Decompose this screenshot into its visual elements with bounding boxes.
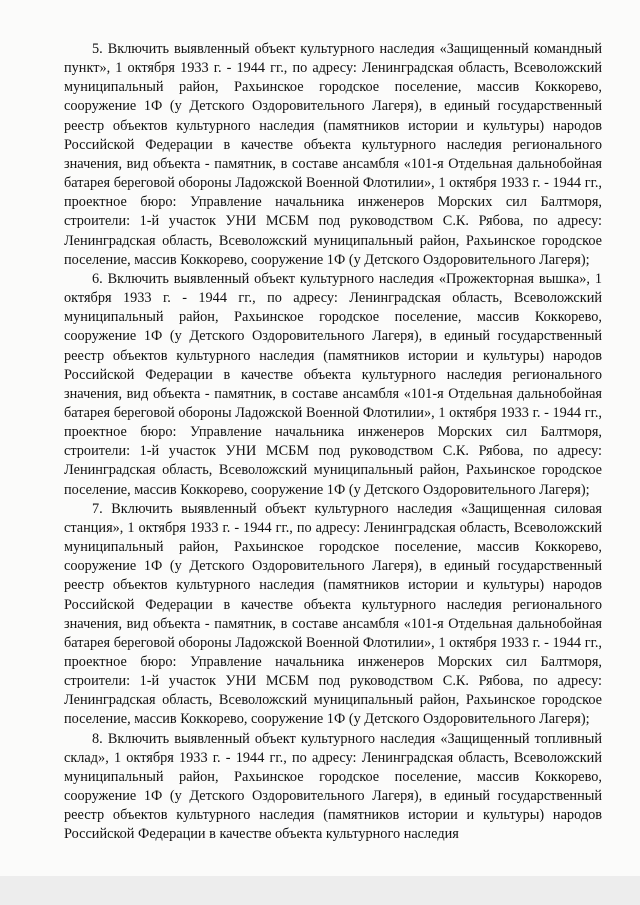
paragraph-item-7: 7. Включить выявленный объект культурного наследия «Защищенная силовая станция», 1 октября 1933 г. - 1944 гг., по адресу: Ленинградская область, Всеволожский муниципальный район, Рахьинское городское поселение, массив Коккорево, сооружение 1Ф (у Детского Оздоровительного Лагеря), в единый государственный реестр объектов культурного наследия (памятников истории и культуры) народов Российской Федерации в качестве объекта культурного наследия регионального значения, вид объекта - памятник, в составе ансамбля «101-я Отдельная дальнобойная батарея береговой обороны Ладожской Военной Флотилии», 1 октября 1933 г. - 1944 гг., проектное бюро: Управление начальника инженеров Морских сил Балтморя, строители: 1-й участок УНИ МСБМ под руководством С.К. Рябова, по адресу: Ленинградская область, Всеволожский муниципальный район, Рахьинское городское поселение, массив Коккорево, сооружение 1Ф (у Детского Оздоровительного Лагеря); bbox=[64, 500, 602, 728]
paragraph-item-5: 5. Включить выявленный объект культурного наследия «Защищенный командный пункт», 1 октября 1933 г. - 1944 гг., по адресу: Ленинградская область, Всеволожский муниципальный район, Рахьинское городское поселение, массив Коккорево, сооружение 1Ф (у Детского Оздоровительного Лагеря), в единый государственный реестр объектов культурного наследия (памятников истории и культуры) народов Российской Федерации в качестве объекта культурного наследия регионального значения, вид объекта - памятник, в составе ансамбля «101-я Отдельная дальнобойная батарея береговой обороны Ладожской Военной Флотилии», 1 октября 1933 г. - 1944 гг., проектное бюро: Управление начальника инженеров Морских сил Балтморя, строители: 1-й участок УНИ МСБМ под руководством С.К. Рябова, по адресу: Ленинградская область, Всеволожский муниципальный район, Рахьинское городское поселение, массив Коккорево, сооружение 1Ф (у Детского Оздоровительного Лагеря); bbox=[64, 41, 602, 268]
document-body bbox=[64, 40, 602, 845]
paragraph-item-6: 6. Включить выявленный объект культурного наследия «Прожекторная вышка», 1 октября 1933 г. - 1944 гг., по адресу: Ленинградская область, Всеволожский муниципальный район, Рахьинское городское поселение, массив Коккорево, сооружение 1Ф (у Детского Оздоровительного Лагеря), в единый государственный реестр объектов культурного наследия (памятников истории и культуры) народов Российской Федерации в качестве объекта культурного наследия регионального значения, вид объекта - памятник, в составе ансамбля «101-я Отдельная дальнобойная батарея береговой обороны Ладожской Военной Флотилии», 1 октября 1933 г. - 1944 гг., проектное бюро: Управление начальника инженеров Морских сил Балтморя, строители: 1-й участок УНИ МСБМ под руководством С.К. Рябова, по адресу: Ленинградская область, Всеволожский муниципальный район, Рахьинское городское поселение, массив Коккорево, сооружение 1Ф (у Детского Оздоровительного Лагеря); bbox=[64, 270, 602, 498]
paragraph-item-8: 8. Включить выявленный объект культурного наследия «Защищенный топливный склад», 1 октября 1933 г. - 1944 гг., по адресу: Ленинградская область, Всеволожский муниципальный район, Рахьинское городское поселение, массив Коккорево, сооружение 1Ф (у Детского Оздоровительного Лагеря), в единый государственный реестр объектов культурного наследия (памятников истории и культуры) народов Российской Федерации в качестве объекта культурного наследия bbox=[64, 730, 602, 843]
scan-bottom-edge bbox=[0, 876, 640, 905]
